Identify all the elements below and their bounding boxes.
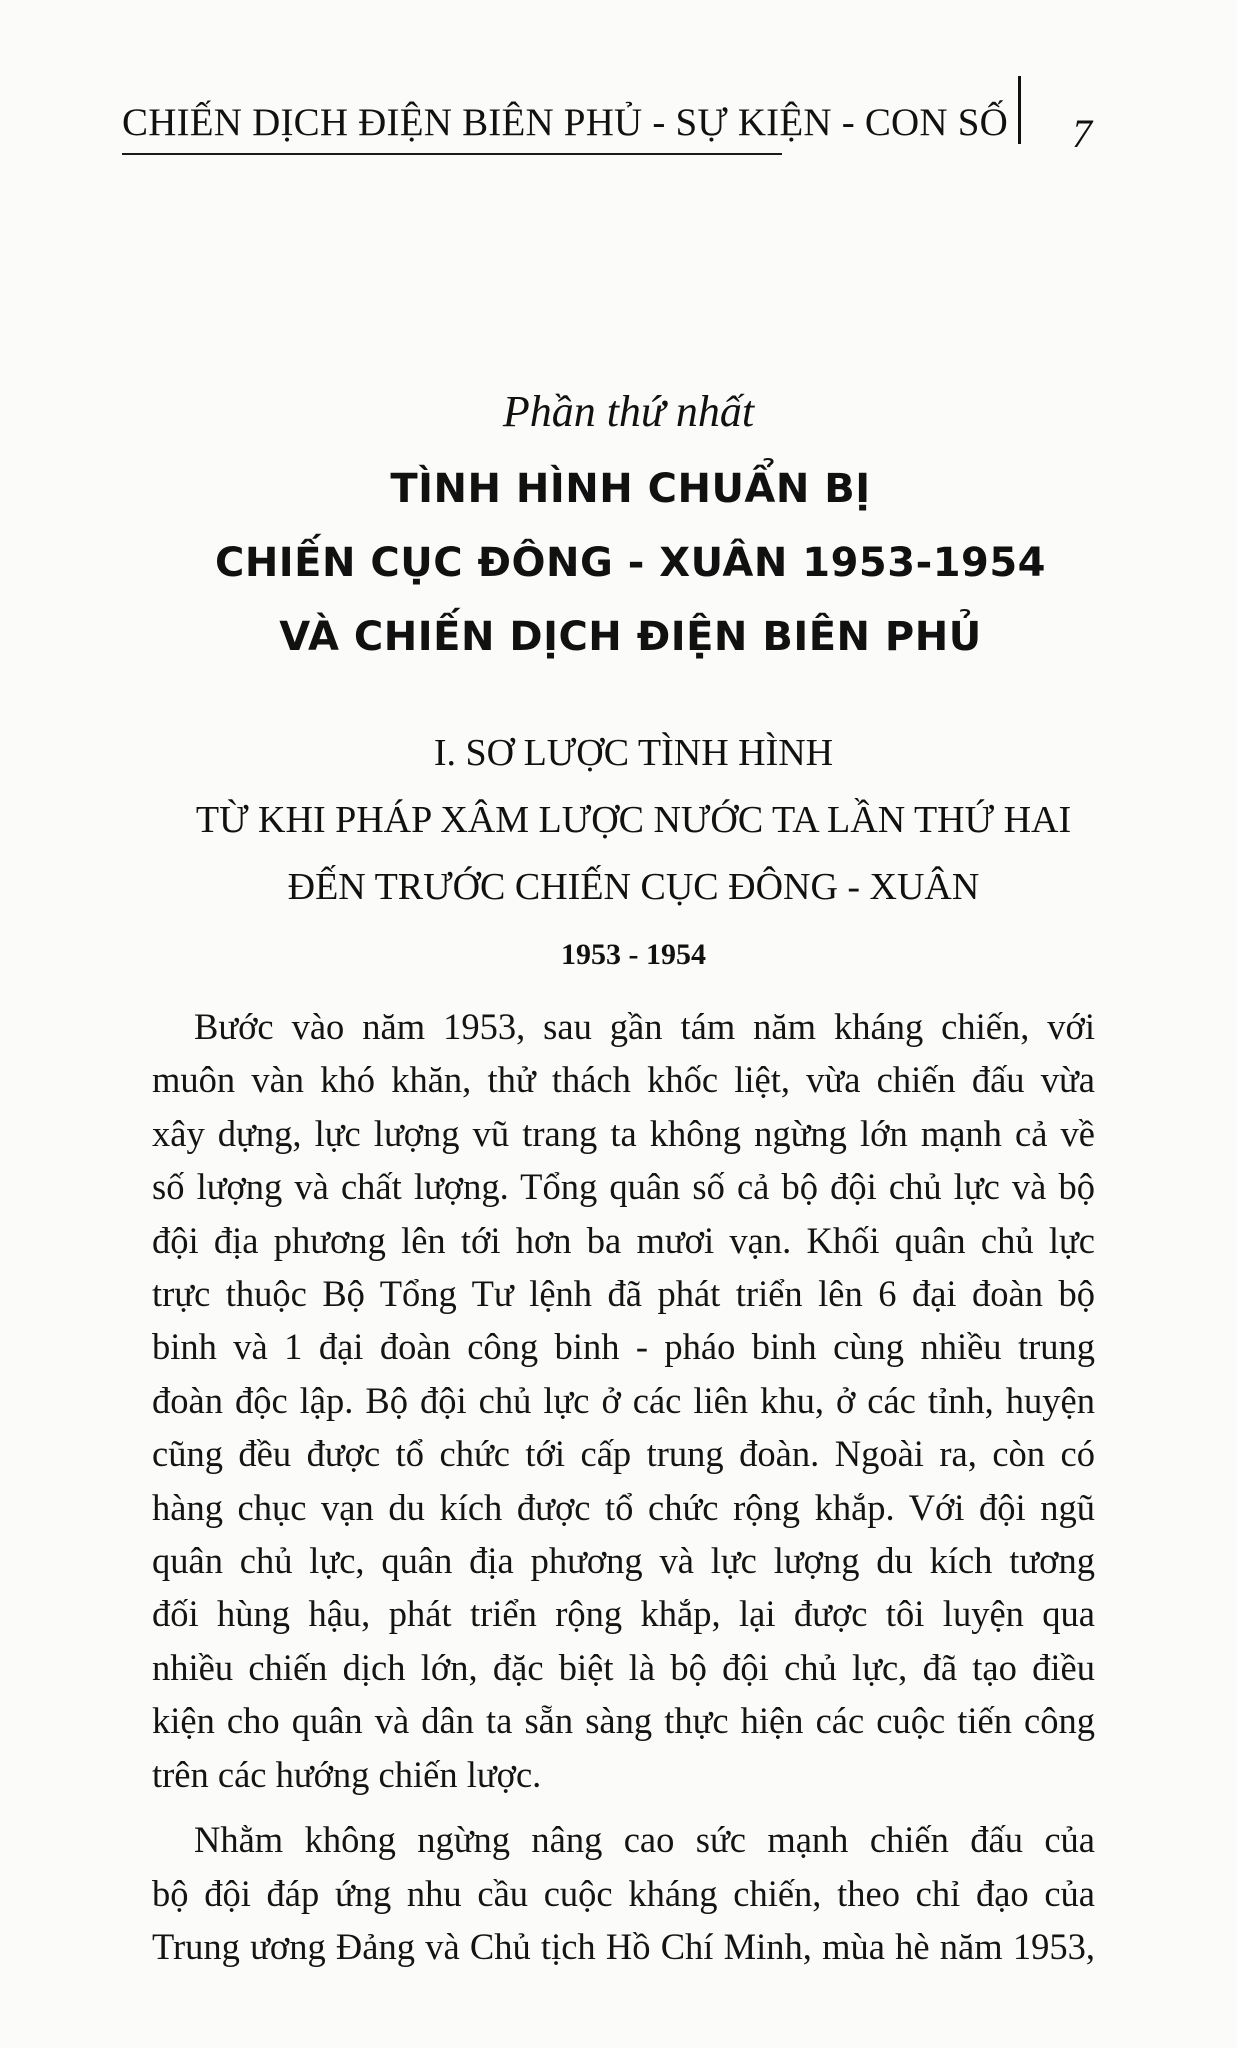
- paragraph-line: đoàn độc lập. Bộ đội chủ lực ở các liên khu, ở các tỉnh, huyện: [152, 1379, 1095, 1421]
- paragraph-line: Bước vào năm 1953, sau gần tám năm kháng chiến, với: [194, 1006, 1095, 1047]
- page-number: 7: [1072, 111, 1092, 156]
- paragraph-line: binh và 1 đại đoàn công binh - pháo binh cùng nhiều trung: [152, 1326, 1095, 1368]
- paragraph-line: xây dựng, lực lượng vũ trang ta không ngừng lớn mạnh cả về: [152, 1112, 1095, 1154]
- paragraph-line: bộ đội đáp ứng nhu cầu cuộc kháng chiến, theo chỉ đạo của: [152, 1872, 1095, 1914]
- paragraph-line: cũng đều được tổ chức tới cấp trung đoàn. Ngoài ra, còn có: [152, 1433, 1095, 1475]
- part-label: Phần thứ nhất: [502, 387, 755, 436]
- running-header-title: CHIẾN DỊCH ĐIỆN BIÊN PHỦ - SỰ KIỆN - CON SỐ: [122, 100, 782, 155]
- paragraph-line: quân chủ lực, quân địa phương và lực lượng du kích tương: [152, 1540, 1095, 1582]
- paragraph-line: nhiều chiến dịch lớn, đặc biệt là bộ đội chủ lực, đã tạo điều: [152, 1646, 1095, 1688]
- paragraph-line: đối hùng hậu, phát triển rộng khắp, lại được tôi luyện qua: [152, 1593, 1095, 1635]
- part-title: [0, 452, 1237, 674]
- paragraph-line: hàng chục vạn du kích được tổ chức rộng khắp. Với đội ngũ: [152, 1486, 1095, 1528]
- section-title-line: TỪ KHI PHÁP XÂM LƯỢC NƯỚC TA LẦN THỨ HAI: [195, 799, 1072, 841]
- section-title-line: ĐẾN TRƯỚC CHIẾN CỤC ĐÔNG - XUÂN: [287, 866, 980, 908]
- section-heading: [0, 720, 1237, 988]
- paragraph-line: Trung ương Đảng và Chủ tịch Hồ Chí Minh, mùa hè năm 1953,: [152, 1925, 1095, 1967]
- section-years: 1953 - 1954: [561, 938, 706, 971]
- paragraph-line: muôn vàn khó khăn, thử thách khốc liệt, vừa chiến đấu vừa: [152, 1059, 1095, 1101]
- paragraph: [152, 1000, 1095, 1801]
- paragraph: [152, 1813, 1095, 1973]
- paragraph-line: trên các hướng chiến lược.: [152, 1753, 542, 1795]
- paragraph-line: trực thuộc Bộ Tổng Tư lệnh đã phát triển lên 6 đại đoàn bộ: [152, 1273, 1095, 1315]
- part-title-line: VÀ CHIẾN DỊCH ĐIỆN BIÊN PHỦ: [279, 614, 982, 660]
- paragraph-line: kiện cho quân và dân ta sẵn sàng thực hiện các cuộc tiến công: [152, 1700, 1095, 1742]
- paragraph-line: Nhằm không ngừng nâng cao sức mạnh chiến đấu của: [194, 1819, 1095, 1861]
- body-text: [152, 1000, 1095, 1973]
- part-title-line: CHIẾN CỤC ĐÔNG - XUÂN 1953-1954: [214, 540, 1047, 586]
- section-title-line: I. SƠ LƯỢC TÌNH HÌNH: [433, 732, 834, 774]
- paragraph-line: số lượng và chất lượng. Tổng quân số cả bộ đội chủ lực và bộ: [152, 1166, 1095, 1208]
- paragraph-line: đội địa phương lên tới hơn ba mươi vạn. Khối quân chủ lực: [152, 1219, 1095, 1261]
- part-title-line: TÌNH HÌNH CHUẨN BỊ: [390, 466, 871, 512]
- header-divider: [1018, 76, 1021, 144]
